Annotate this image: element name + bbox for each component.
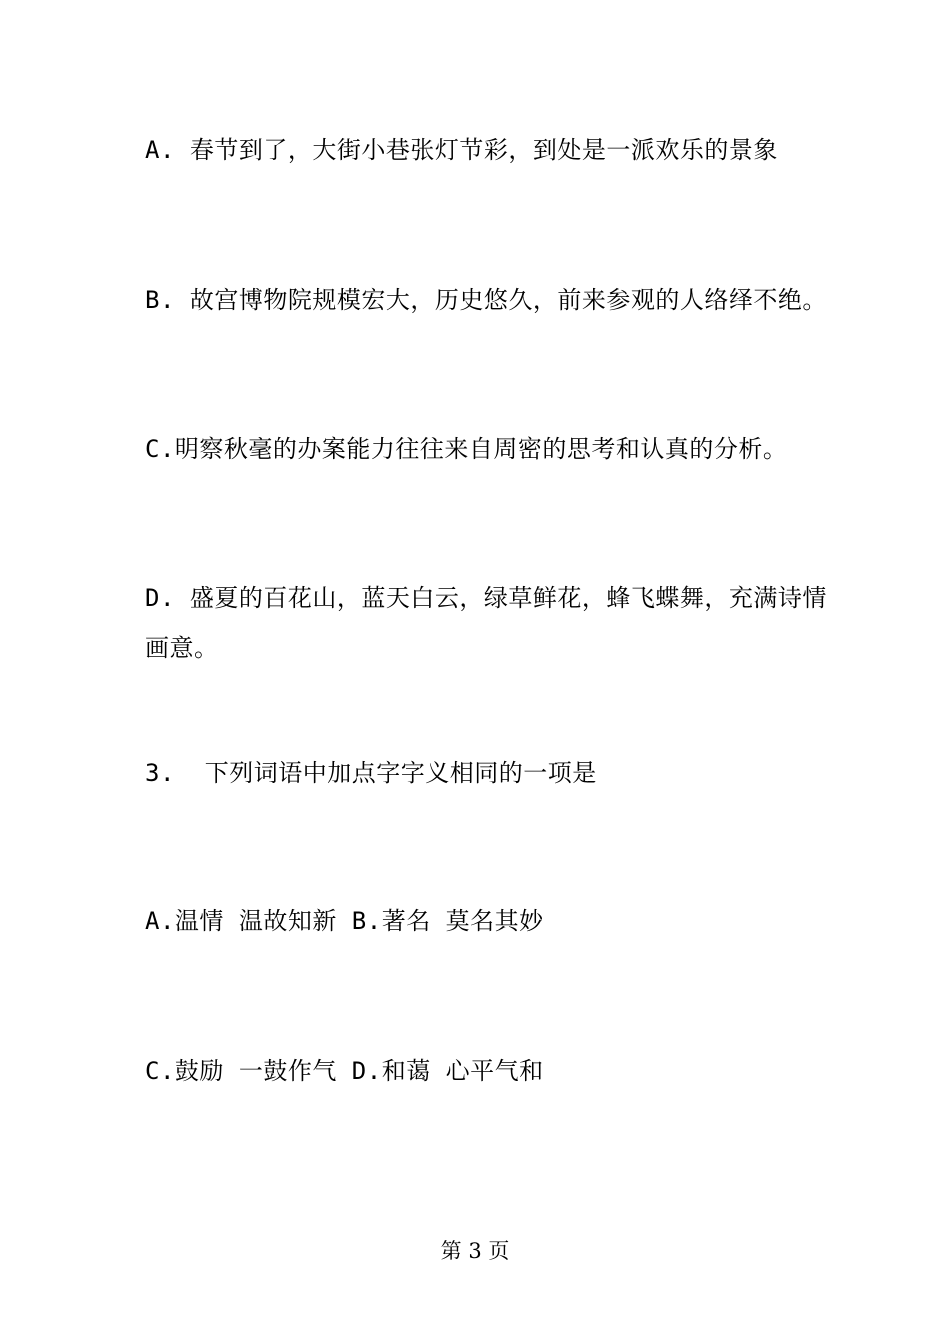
question-3-options-cd: C.鼓励 一鼓作气 D.和蔼 心平气和 (145, 1057, 544, 1085)
option-b-text: B. 故宫博物院规模宏大，历史悠久，前来参观的人络绎不绝。 (145, 286, 827, 314)
page-number-footer: 第 3 页 (440, 1239, 510, 1263)
option-a-text: A. 春节到了，大街小巷张灯节彩，到处是一派欢乐的景象 (145, 136, 778, 164)
option-d-text-continued: 画意。 (145, 634, 219, 662)
option-d-text: D. 盛夏的百花山，蓝天白云，绿草鲜花，蜂飞蝶舞，充满诗情 (145, 584, 827, 612)
question-3-text: 3. 下列词语中加点字字义相同的一项是 (145, 759, 597, 787)
option-c-text: C.明察秋毫的办案能力往往来自周密的思考和认真的分析。 (145, 435, 788, 463)
question-3-options-ab: A.温情 温故知新 B.著名 莫名其妙 (145, 907, 544, 935)
